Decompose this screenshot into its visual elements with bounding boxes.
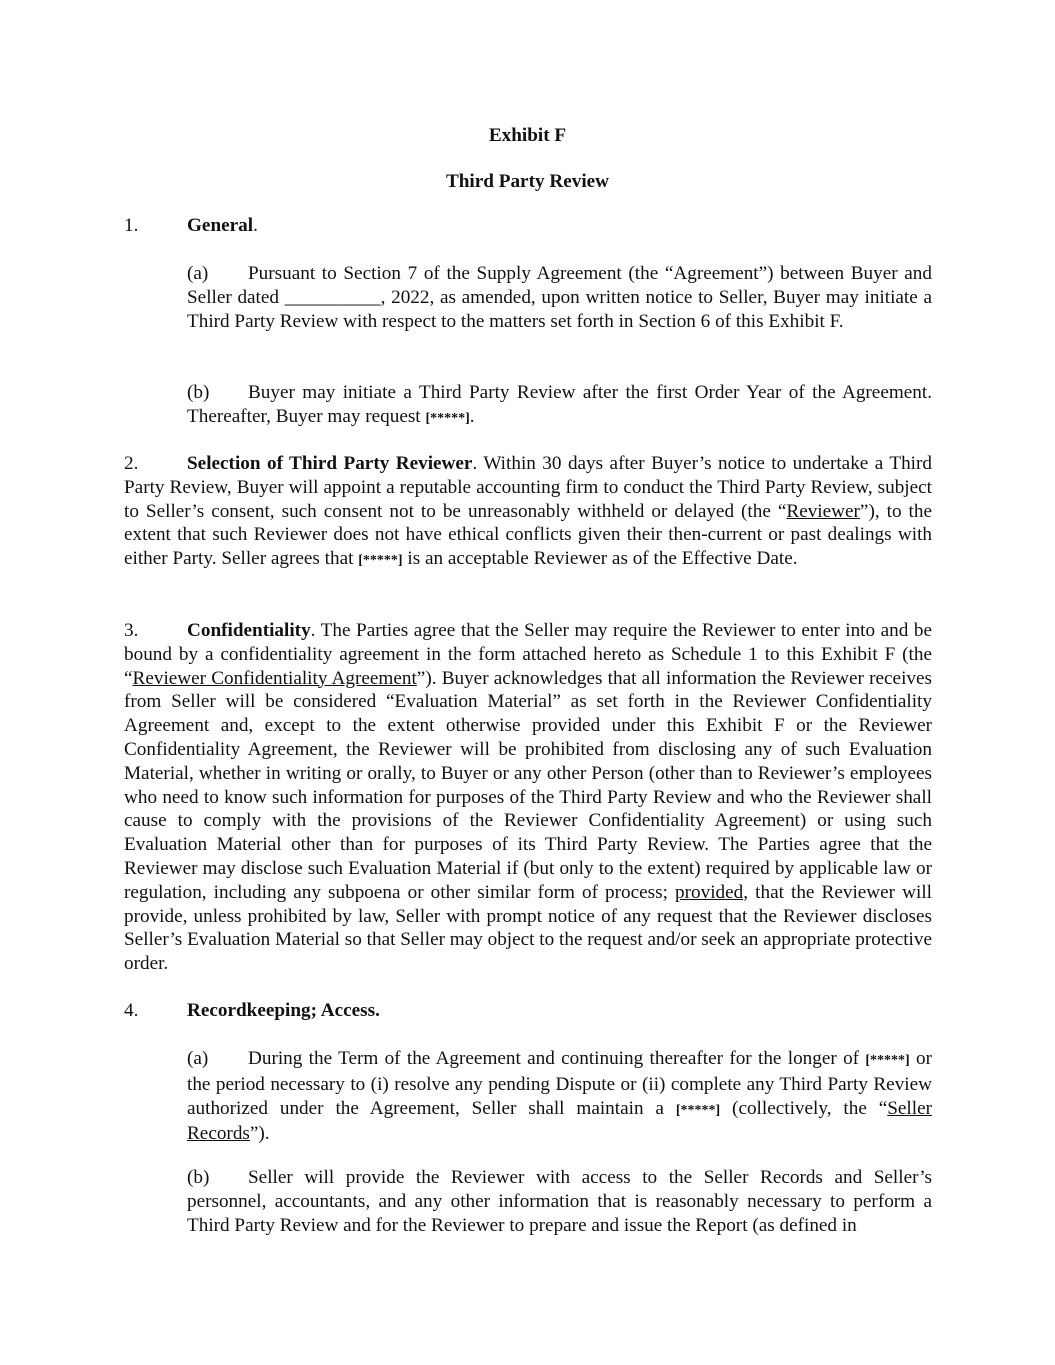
section-title: Confidentiality (187, 620, 311, 641)
clause-label: (a) (187, 263, 209, 284)
clause-label: (a) (187, 1048, 209, 1069)
section-1-heading: 1. General. (124, 215, 258, 236)
section-4-heading (124, 999, 932, 1023)
defined-term: provided (675, 881, 744, 903)
defined-term: Reviewer Confidentiality Agreement (132, 667, 417, 689)
defined-term: Seller Records (187, 1097, 932, 1145)
section-3-paragraph: 3. Confidentiality. The Parties agree that the Seller may require the Reviewer to enter into and be bound by a confidentiality agreement in the form attached hereto as Schedule 1 to this Exhibit F (the “Reviewer Confidentiality Agreement”). Buyer acknowledges that all information the Reviewer receives from Seller will be considered “Evaluation Material” as set forth in the Reviewer Confidentiality Agreement and, except to the extent otherwise provided under this Exhibit F or the Reviewer Confidentiality Agreement, the Reviewer will be prohibited from disclosing any of such Evaluation Material, whether in writing or orally, to Buyer or any other Person (other than to Reviewer’s employees who need to know such information for purposes of the Third Party Review and who the Reviewer shall cause to comply with the provisions of the Reviewer Confidentiality Agreement) or using such Evaluation Material other than for purposes of its Third Party Review. The Parties agree that the Reviewer may disclose such Evaluation Material if (but only to the extent) required by applicable law or regulation, including any subpoena or other similar form of process; provided, that the Reviewer will provide, unless prohibited by law, Seller with prompt notice of any request that the Reviewer discloses Seller’s Evaluation Material so that Seller may object to the request and/or seek an appropriate protective order. (124, 620, 932, 975)
section-4b-paragraph: (b) Seller will provide the Reviewer with access to the Seller Records and Seller’s personnel, accountants, and any other information that is reasonably necessary to perform a Third Party Review and for the Reviewer to prepare and issue the Report (as defined in (187, 1167, 932, 1236)
section-1b-paragraph: (b) Buyer may initiate a Third Party Review after the first Order Year of the Agreement. Thereafter, Buyer may request [*****]. (187, 382, 932, 427)
section-title: Selection of Third Party Reviewer (187, 453, 473, 474)
section-2-paragraph: 2. Selection of Third Party Reviewer. Within 30 days after Buyer’s notice to undertake a Third Party Review, Buyer will appoint a reputable accounting firm to conduct the Third Party Review, subject to Seller’s consent, such consent not to be unreasonably withheld or delayed (the “Reviewer”), to the extent that such Reviewer does not have ethical conflicts given their then-current or past dealings with either Party. Seller agrees that [*****] is an acceptable Reviewer as of the Effective Date. (124, 453, 932, 570)
section-1a-paragraph: (a) Pursuant to Section 7 of the Supply Agreement (the “Agreement”) between Buyer and Seller dated __________, 2022, as amended, upon written notice to Seller, Buyer may initiate a Third Party Review with respect to the matters set forth in Section 6 of this Exhibit F. (187, 263, 932, 332)
section-4a-paragraph: (a) During the Term of the Agreement and continuing thereafter for the longer of [*****] or the period necessary to (i) resolve any pending Dispute or (ii) complete any Third Party Review authorized under the Agreement, Seller shall maintain a [*****] (collectively, the “Seller Records”). (187, 1048, 932, 1145)
clause-label: (b) (187, 382, 210, 403)
section-title: Recordkeeping; Access. (187, 1000, 380, 1021)
redaction-mark: [*****] (675, 1102, 721, 1118)
section-number: 4. (124, 1000, 139, 1021)
clause-label: (b) (187, 1167, 210, 1188)
redaction-mark: [*****] (425, 410, 470, 426)
section-number: 2. (124, 453, 139, 474)
defined-term: Reviewer (786, 500, 860, 522)
exhibit-heading: Exhibit F (488, 125, 567, 146)
section-title: General (187, 215, 254, 236)
page-title: Third Party Review (445, 171, 610, 192)
section-number: 3. (124, 620, 139, 641)
redaction-mark: [*****] (358, 553, 403, 569)
redaction-mark: [*****] (865, 1053, 910, 1068)
section-number: 1. (124, 215, 139, 236)
